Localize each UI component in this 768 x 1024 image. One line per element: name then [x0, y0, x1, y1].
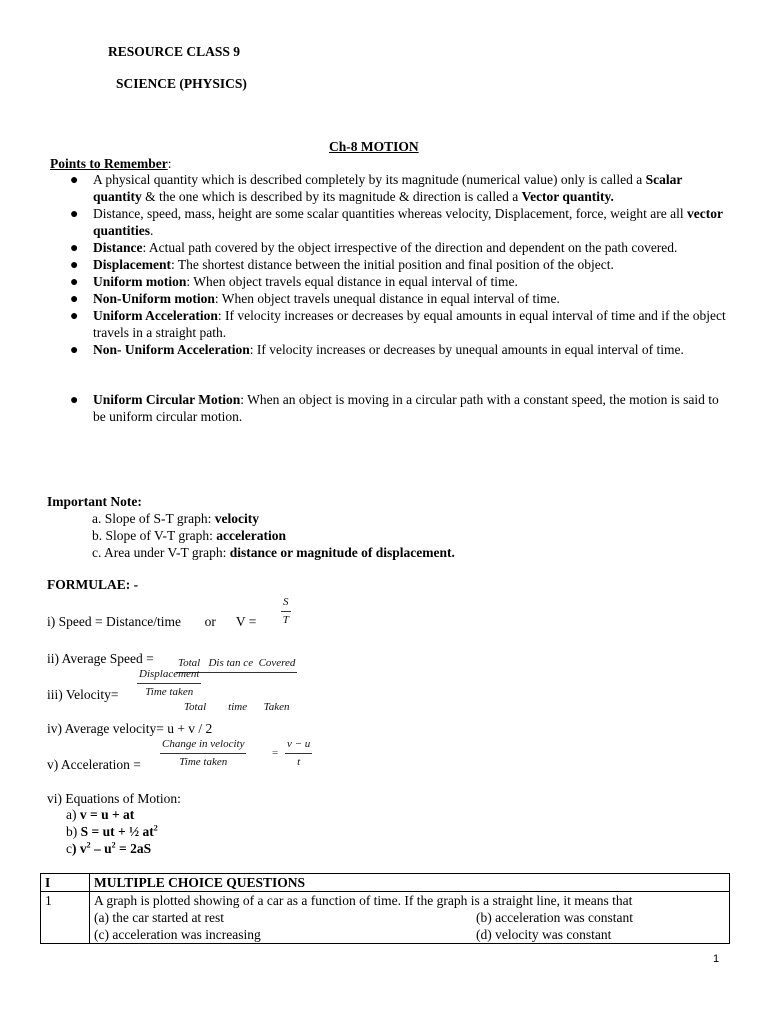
fraction-velocity: Displacement Time taken	[139, 668, 200, 698]
options-row	[94, 909, 725, 926]
note-heading: Important Note:	[47, 494, 142, 509]
option-a: (a) the car started at rest	[94, 910, 225, 925]
note-item: a. Slope of S-T graph: velocity	[92, 511, 259, 526]
table-row	[41, 892, 730, 944]
page-number: 1	[713, 953, 720, 965]
points-list	[70, 171, 726, 425]
equations-of-motion-heading: vi) Equations of Motion:	[47, 791, 181, 806]
chapter-title: Ch-8 MOTION	[329, 139, 419, 154]
bullet-icon: ●	[70, 173, 79, 188]
resource-title: RESOURCE CLASS 9	[108, 44, 241, 59]
formula-average-speed: ii) Average Speed =	[47, 651, 154, 666]
question-number: 1	[41, 892, 90, 944]
bullet-icon: ●	[70, 207, 79, 222]
bullet-icon: ●	[70, 393, 79, 408]
fraction-s-over-t: $\frac{S}{T}$	[282, 596, 289, 626]
note-item: c. Area under V-T graph: distance or magnitude of displacement.	[92, 545, 455, 560]
equals-sign: =	[272, 747, 279, 759]
list-item: ● Uniform Circular Motion: When an object is moving in a circular path with a constant speed, the motion is said to be uniform circular motion.	[70, 392, 719, 424]
equation-c: c) $v^2 - u^2 = 2aS$	[66, 840, 152, 856]
bullet-icon: ●	[70, 343, 79, 358]
equations-of-motion	[66, 806, 158, 857]
important-note	[47, 493, 455, 561]
subject-title: SCIENCE (PHYSICS)	[116, 76, 247, 91]
fraction-average-speed: Total Dis tan ce Covered Total time Taken	[178, 657, 296, 713]
formula-average-velocity: iv) Average velocity= u + v / 2	[47, 721, 213, 736]
list-item: ● Uniform motion: When object travels equal distance in equal interval of time.	[70, 274, 518, 290]
bullet-icon: ●	[70, 241, 79, 256]
formula-speed: i) Speed = Distance/time or V =	[47, 614, 260, 629]
bullet-icon: ●	[70, 309, 79, 324]
list-item: ● Distance, speed, mass, height are some scalar quantities whereas velocity, Displacement, force, weight are all vector quantities.	[70, 206, 723, 238]
option-d: (d) velocity was constant	[476, 927, 612, 942]
question-text: A graph is plotted showing of a car as a function of time. If the graph is a straight line, it means that	[94, 893, 633, 908]
equation-b: b) S = ut + ½ $at^2$	[66, 823, 158, 839]
table-header-row	[41, 874, 730, 892]
section-number: I	[41, 874, 90, 892]
mcq-table	[40, 873, 730, 944]
fraction-v-minus-u-over-t: $\frac{v - u}{t}$	[287, 738, 311, 768]
list-item: ● Non-Uniform motion: When object travels unequal distance in equal interval of time.	[70, 291, 560, 307]
option-c: (c) acceleration was increasing	[94, 927, 261, 942]
fraction-acceleration: Change in velocity Time taken	[162, 738, 245, 768]
list-item: ● Displacement: The shortest distance between the initial position and final position of the object.	[70, 257, 614, 273]
bullet-icon: ●	[70, 258, 79, 273]
formula-acceleration: v) Acceleration =	[47, 757, 141, 772]
list-item: ● A physical quantity which is described completely by its magnitude (numerical value) only is called a Scalar quantity & the one which is described by its magnitude & direction is called a Vector quantity.	[70, 172, 683, 204]
equation-a: a) v = u + at	[66, 807, 135, 822]
list-item: ● Distance: Actual path covered by the object irrespective of the direction and dependent on the path covered.	[70, 240, 678, 256]
section-title: MULTIPLE CHOICE QUESTIONS	[90, 874, 730, 892]
formulae-heading: FORMULAE: -	[47, 577, 139, 592]
option-b: (b) acceleration was constant	[476, 910, 634, 925]
options-row	[94, 926, 725, 943]
bullet-icon: ●	[70, 275, 79, 290]
formula-velocity: iii) Velocity=	[47, 687, 119, 702]
note-item: b. Slope of V-T graph: acceleration	[92, 528, 286, 543]
bullet-icon: ●	[70, 292, 79, 307]
question-cell	[90, 892, 730, 944]
list-item: ● Uniform Acceleration: If velocity increases or decreases by equal amounts in equal interval of time and if the object travels in a straight path.	[70, 308, 726, 340]
list-item: ● Non- Uniform Acceleration: If velocity increases or decreases by unequal amounts in equal interval of time.	[70, 342, 684, 358]
points-heading: Points to Remember:	[50, 156, 172, 171]
